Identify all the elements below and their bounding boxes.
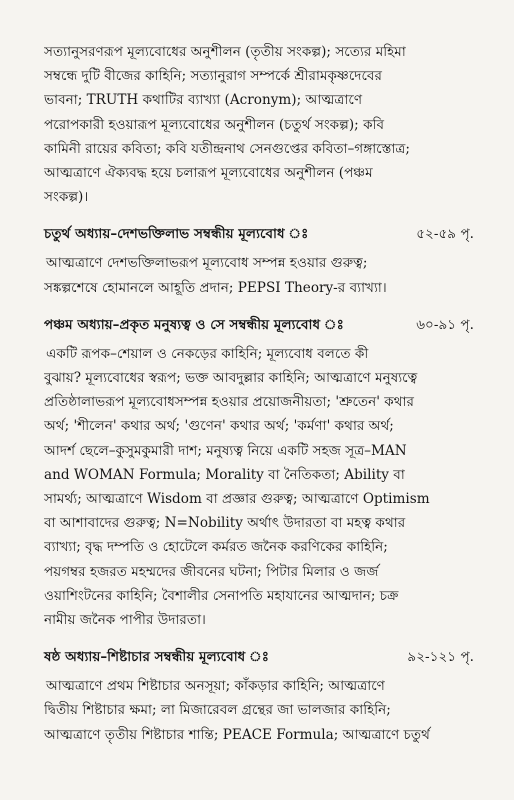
chapter-page-range: ৫২-৫৯ পৃ. (416, 226, 474, 243)
intro-paragraph (44, 40, 474, 209)
text-line: সংকল্প)। (44, 189, 89, 206)
text-line: একটি রূপক–শেয়াল ও নেকড়ের কাহিনি; মূল্যবোধ বলতে কী (46, 345, 369, 362)
chapter-title: পঞ্চম অধ্যায়–প্রকৃত মনুষ্যত্ব ও সে সম্বন্ধীয় মূল্যবোধ ঃ (44, 316, 344, 333)
text-line: ব্যাখ্যা; বৃদ্ধ দম্পতি ও হোটেলে কর্মরত জনৈক করণিকের কাহিনি; (44, 539, 388, 556)
text-line: দ্বিতীয় শিষ্টাচার ক্ষমা; লা মিজারেবল গ্রন্থের জা ভালজার কাহিনি; (44, 702, 391, 719)
text-line: বুঝায়? মূল্যবোধের স্বরূপ; ভক্ত আবদুল্লার কাহিনি; আত্মত্রাণে মনুষ্যত্বে (44, 370, 418, 387)
text-line: বা আশাবাদের গুরুত্ব; N=Nobility অর্থাৎ উদারতা বা মহত্ব কথার (44, 515, 406, 532)
text-line: আত্মত্রাণে প্রথম শিষ্টাচার অনসূয়া; কাঁকড়ার কাহিনি; আত্মত্রাণে (46, 678, 385, 695)
text-line: and WOMAN Formula; Morality বা নৈতিকতা; Ability বা (44, 466, 405, 483)
text-line: আত্মত্রাণে দেশভক্তিলাভরূপ মূল্যবোধ সম্পন্ন হওয়ার গুরুত্ব; (46, 255, 368, 272)
text-line: নামীয় জনৈক পাপীর উদারতা। (44, 612, 206, 629)
chapter-page-range: ৬০-৯১ পৃ. (416, 316, 474, 333)
text-line: আত্মত্রাণে তৃতীয় শিষ্টাচার শান্তি; PEACE Formula; আত্মত্রাণে চতুর্থ (44, 726, 430, 743)
text-line: পয়গম্বর হজরত মহম্মদের জীবনের ঘটনা; পিটার মিলার ও জর্জ (44, 563, 379, 580)
text-line: অর্থ; 'শীলেন' কথার অর্থ; 'গুণেন' কথার অর্থ; 'কর্মণা' কথার অর্থ; (44, 418, 394, 435)
text-line: আত্মত্রাণে ঐক্যবদ্ধ হয়ে চলারূপ মূল্যবোধের অনুশীলন (পঞ্চম (44, 165, 373, 182)
text-line: সত্যানুসরণরূপ মূল্যবোধের অনুশীলন (তৃতীয় সংকল্প); সত্যের মহিমা (44, 44, 406, 60)
chapter-heading (44, 223, 474, 245)
text-line: সঙ্কল্পশেষে হোমানলে আহূতি প্রদান; PEPSI Theory-র ব্যাখ্যা। (44, 279, 387, 296)
chapter-heading (44, 314, 474, 336)
text-line: সামর্থ্য; আত্মত্রাণে Wisdom বা প্রজ্ঞার গুরুত্ব; আত্মত্রাণে Optimism (44, 491, 430, 508)
chapter-heading (44, 646, 474, 668)
chapter-summary (44, 342, 474, 632)
text-line: ওয়াশিংটনের কাহিনি; বৈশালীর সেনাপতি মহাযানের আত্মদান; চক্র (44, 587, 399, 604)
text-line: কামিনী রায়ের কবিতা; কবি যতীন্দ্রনাথ সেনগুপ্তের কবিতা–গঙ্গাস্তোত্র; (44, 140, 410, 157)
chapter-title: চতুর্থ অধ্যায়–দেশভক্তিলাভ সম্বন্ধীয় মূল্যবোধ ঃ (44, 226, 309, 243)
chapter-summary (44, 251, 474, 299)
text-line: আদর্শ ছেলে–কুসুমকুমারী দাশ; মনুষ্যত্ব নিয়ে একটি সহজ সূত্র–MAN (44, 442, 407, 459)
text-line: পরোপকারী হওয়ারূপ মূল্যবোধের অনুশীলন (চতুর্থ সংকল্প); কবি (44, 116, 385, 133)
text-line: প্রতিষ্ঠালাভরূপ মূল্যবোধসম্পন্ন হওয়ার প্রয়োজনীয়তা; 'শ্রুতেন' কথার (44, 394, 415, 411)
text-line: সম্বন্ধে দুটি বীজের কাহিনি; সত্যানুরাগ সম্পর্কে শ্রীরামকৃষ্ণদেবের (44, 68, 382, 85)
chapter-list (44, 223, 474, 746)
chapter-page-range: ৯২-১২১ পৃ. (407, 649, 474, 666)
text-line: ভাবনা; TRUTH কথাটির ব্যাখ্যা (Acronym); আত্মত্রাণে (44, 92, 363, 109)
chapter-summary (44, 674, 474, 747)
chapter-title: ষষ্ঠ অধ্যায়–শিষ্টাচার সম্বন্ধীয় মূল্যবোধ ঃ (44, 649, 270, 666)
